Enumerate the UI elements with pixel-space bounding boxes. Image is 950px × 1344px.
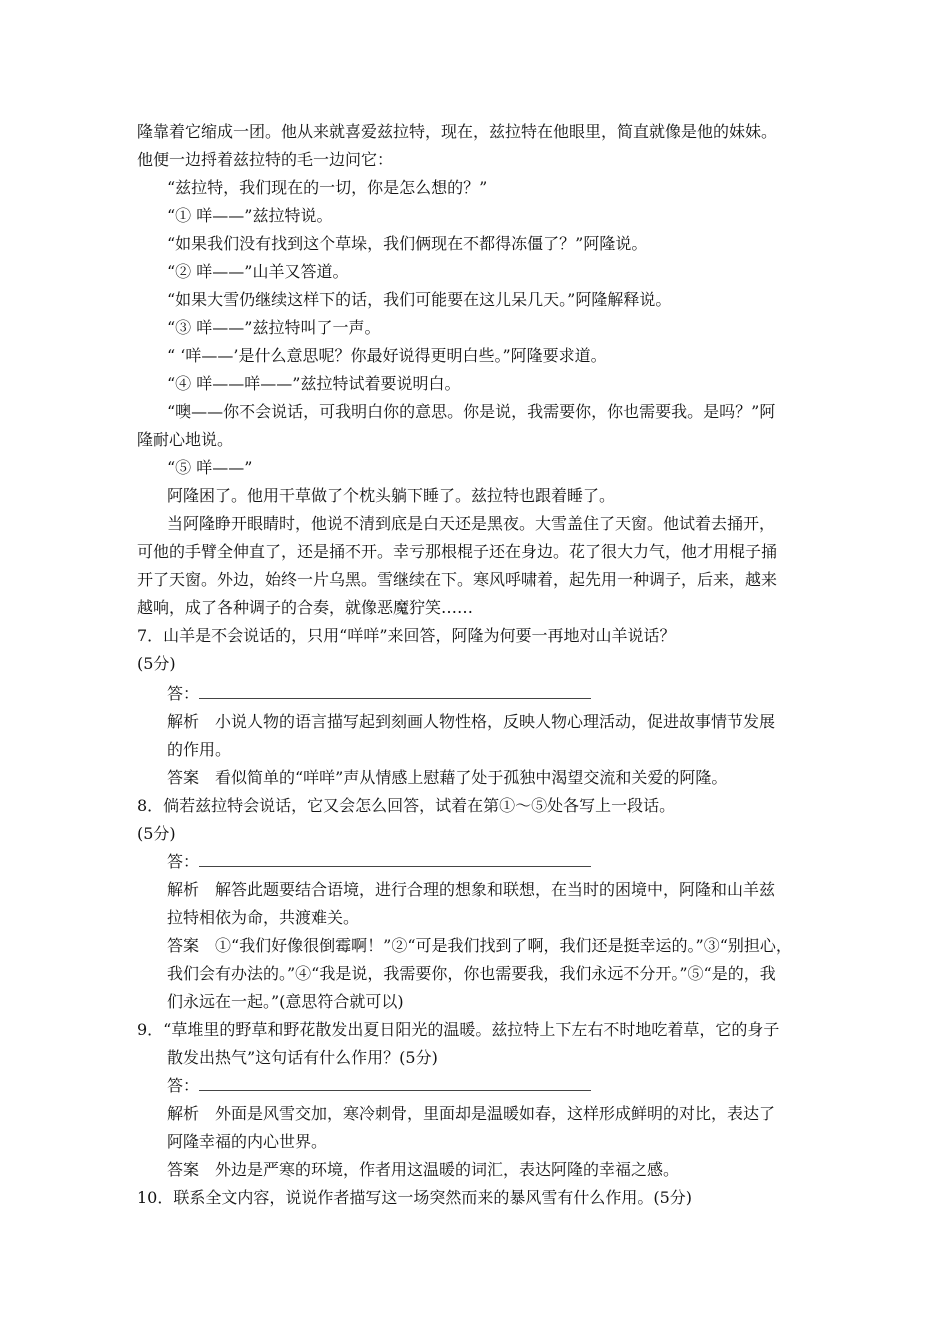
question-10: 10．联系全文内容，说说作者描写这一场突然而来的暴风雪有什么作用。(5分) (137, 1188, 693, 1207)
dialogue-line: “如果大雪仍继续这样下的话，我们可能要在这儿呆几天。”阿隆解释说。 (167, 290, 672, 309)
story-line: 开了天窗。外边，始终一片乌黑。雪继续在下。寒风呼啸着，起先用一种调子，后来，越来 (137, 570, 778, 589)
answer-key: 我们会有办法的。”④“我是说，我需要你，你也需要我，我们永远不分开。”⑤“是的，我 (167, 964, 776, 983)
answer-blank[interactable] (199, 866, 591, 867)
dialogue-line: “如果我们没有找到这个草垛，我们俩现在不都得冻僵了？”阿隆说。 (167, 234, 648, 253)
dialogue-line: “⑤ 咩——” (167, 458, 253, 477)
question-8: 8．倘若兹拉特会说话，它又会怎么回答，试着在第①～⑤处各写上一段话。 (137, 796, 676, 815)
analysis-text: 阿隆幸福的内心世界。 (167, 1132, 328, 1151)
analysis-text: 的作用。 (167, 740, 232, 759)
question-score: (5分) (137, 654, 176, 673)
story-line: 阿隆困了。他用干草做了个枕头躺下睡了。兹拉特也跟着睡了。 (167, 486, 616, 505)
dialogue-line: “ ‘咩——’是什么意思呢？你最好说得更明白些。”阿隆要求道。 (167, 346, 607, 365)
answer-key: 答案 看似简单的“咩咩”声从情感上慰藉了处于孤独中渴望交流和关爱的阿隆。 (167, 768, 728, 787)
dialogue-line: “兹拉特，我们现在的一切，你是怎么想的？” (167, 178, 488, 197)
dialogue-line: “③ 咩——”兹拉特叫了一声。 (167, 318, 381, 337)
analysis-text: 解析 小说人物的语言描写起到刻画人物性格，反映人物心理活动，促进故事情节发展 (167, 712, 776, 731)
question-9: 散发出热气”这句话有什么作用？(5分) (167, 1048, 438, 1067)
question-score: (5分) (137, 824, 176, 843)
story-line: 隆靠着它缩成一团。他从来就喜爱兹拉特，现在，兹拉特在他眼里，简直就像是他的妹妹。 (137, 122, 778, 141)
story-line: 越响，成了各种调子的合奏，就像恶魔狞笑…… (137, 598, 474, 617)
dialogue-line: “噢——你不会说话，可我明白你的意思。你是说，我需要你，你也需要我。是吗？”阿 (167, 402, 776, 421)
story-line: 当阿隆睁开眼睛时，他说不清到底是白天还是黑夜。大雪盖住了天窗。他试着去捅开， (167, 514, 776, 533)
story-line: 可他的手臂全伸直了，还是捅不开。幸亏那根棍子还在身边。花了很大力气，他才用棍子捅 (137, 542, 778, 561)
answer-key: 们永远在一起。”(意思符合就可以) (167, 992, 404, 1011)
answer-label: 答： (167, 1076, 200, 1095)
question-9: 9．“草堆里的野草和野花散发出夏日阳光的温暖。兹拉特上下左右不时地吃着草，它的身子 (137, 1020, 780, 1039)
dialogue-line: 隆耐心地说。 (137, 430, 234, 449)
answer-label: 答： (167, 852, 200, 871)
dialogue-line: “① 咩——”兹拉特说。 (167, 206, 333, 225)
answer-key: 答案 外边是严寒的环境，作者用这温暖的词汇，表达阿隆的幸福之感。 (167, 1160, 680, 1179)
dialogue-line: “② 咩——”山羊又答道。 (167, 262, 349, 281)
question-7: 7．山羊是不会说话的，只用“咩咩”来回答，阿隆为何要一再地对山羊说话？ (137, 626, 676, 645)
story-line: 他便一边捋着兹拉特的毛一边问它： (137, 150, 394, 169)
analysis-text: 解析 外面是风雪交加，寒冷刺骨，里面却是温暖如春，这样形成鲜明的对比，表达了 (167, 1104, 776, 1123)
dialogue-line: “④ 咩——咩——”兹拉特试着要说明白。 (167, 374, 461, 393)
answer-blank[interactable] (199, 698, 591, 699)
analysis-text: 拉特相依为命，共渡难关。 (167, 908, 360, 927)
answer-blank[interactable] (199, 1090, 591, 1091)
answer-label: 答： (167, 684, 200, 703)
analysis-text: 解析 解答此题要结合语境，进行合理的想象和联想，在当时的困境中，阿隆和山羊兹 (167, 880, 776, 899)
answer-key: 答案 ①“我们好像很倒霉啊！”②“可是我们找到了啊，我们还是挺幸运的。”③“别担心， (167, 936, 792, 955)
